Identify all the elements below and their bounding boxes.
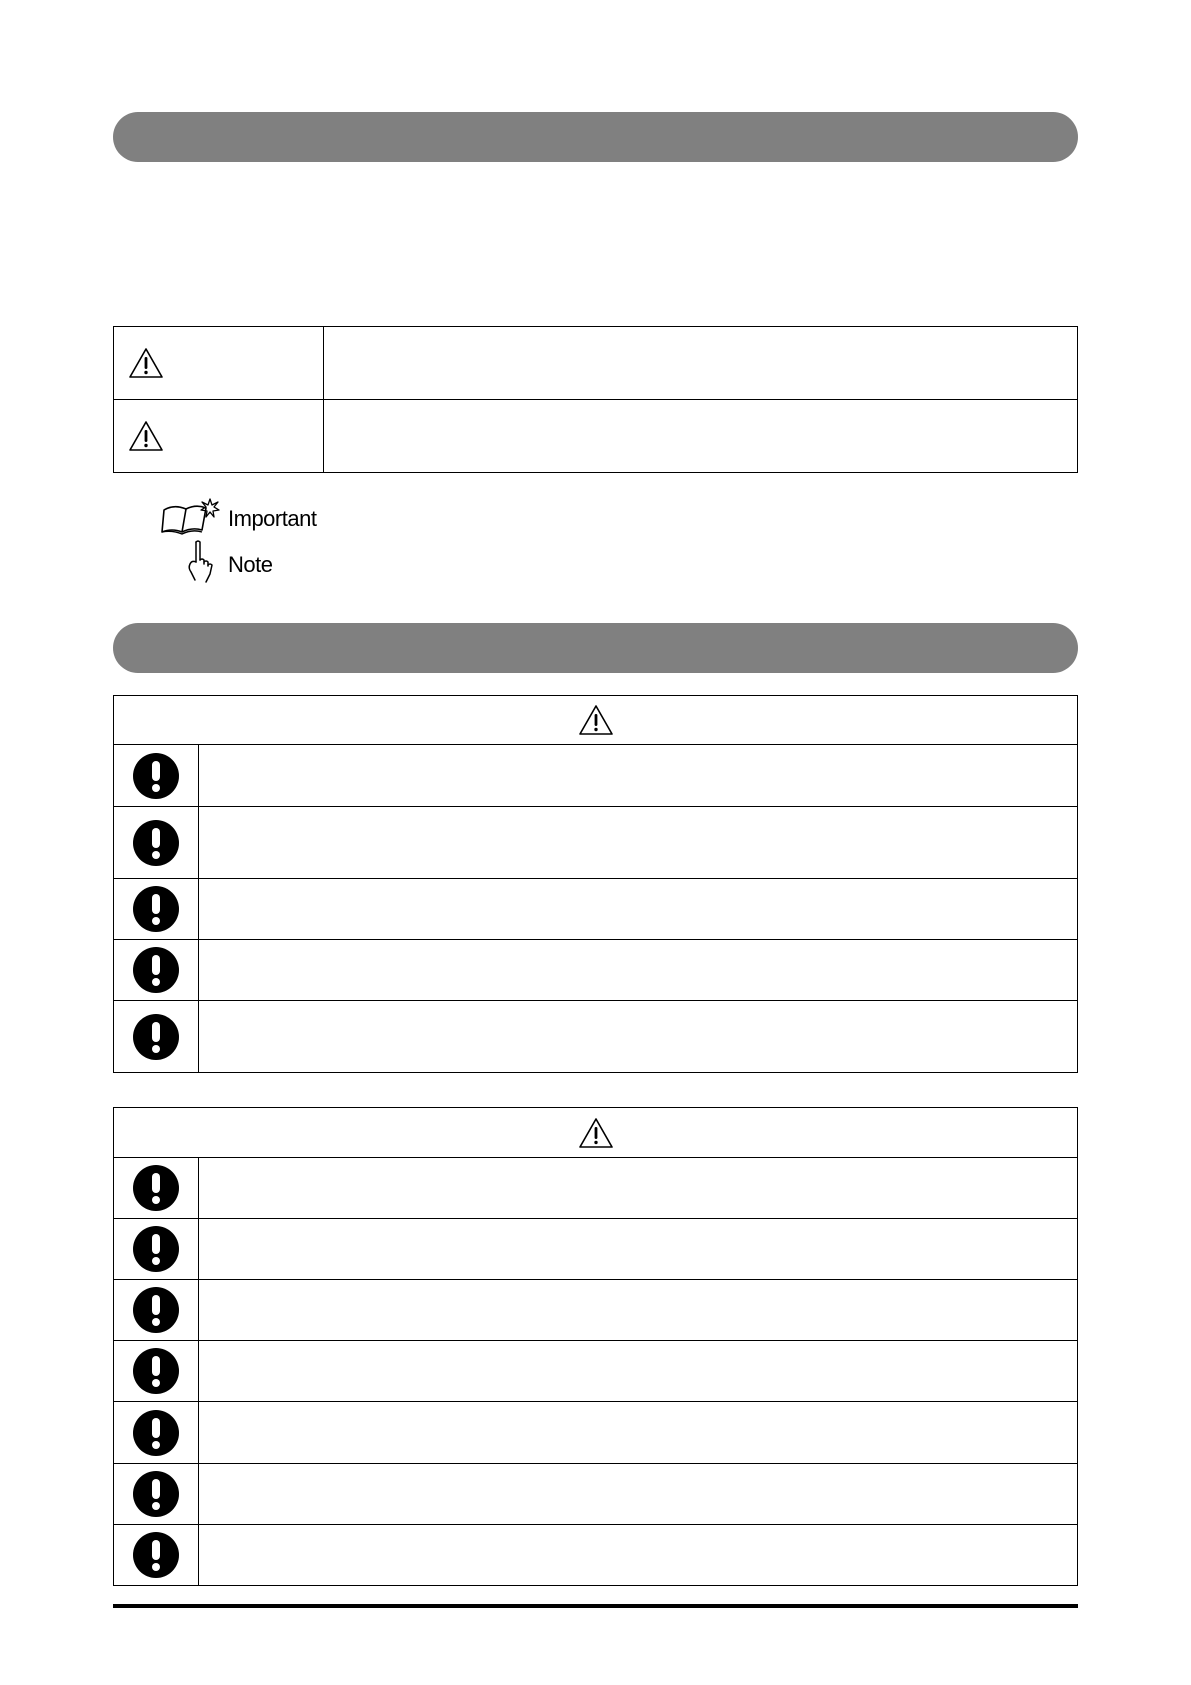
section-header-bar	[113, 623, 1078, 673]
warning-row-text	[199, 1341, 1078, 1402]
warning-row-text	[199, 940, 1078, 1001]
legend-note	[160, 538, 316, 584]
warning-row	[114, 807, 1078, 879]
definition-description	[324, 400, 1078, 473]
warning-row-text	[199, 1280, 1078, 1341]
warning-table	[113, 1107, 1078, 1586]
pointing-hand-icon	[160, 540, 224, 584]
warning-row-text	[199, 1158, 1078, 1219]
mandatory-action-icon	[133, 947, 179, 993]
mandatory-action-icon	[133, 1532, 179, 1578]
warning-row-text	[199, 807, 1078, 879]
definition-row	[114, 400, 1078, 473]
bottom-rule	[113, 1604, 1078, 1608]
warning-triangle-icon	[128, 420, 164, 452]
warning-row-text	[199, 1219, 1078, 1280]
mandatory-action-icon	[133, 753, 179, 799]
warning-table	[113, 695, 1078, 1073]
section-header-bar	[113, 112, 1078, 162]
warning-row-text	[199, 879, 1078, 940]
mandatory-action-icon	[133, 1410, 179, 1456]
warning-table-header	[114, 1108, 1078, 1158]
warning-row	[114, 1158, 1078, 1219]
warning-row-text	[199, 1464, 1078, 1525]
legend-note-label: Note	[228, 552, 273, 577]
warning-row-text	[199, 1402, 1078, 1464]
warning-row	[114, 1219, 1078, 1280]
legend-important	[160, 492, 316, 538]
warning-row	[114, 745, 1078, 807]
mandatory-action-icon	[133, 1348, 179, 1394]
warning-triangle-icon	[578, 1117, 614, 1149]
warning-row-text	[199, 1001, 1078, 1073]
mandatory-action-icon	[133, 1287, 179, 1333]
mandatory-action-icon	[133, 1165, 179, 1211]
mandatory-action-icon	[133, 1471, 179, 1517]
warning-triangle-icon	[578, 704, 614, 736]
hazard-definitions-table	[113, 326, 1078, 473]
warning-row	[114, 1001, 1078, 1073]
definition-description	[324, 327, 1078, 400]
warning-row-text	[199, 745, 1078, 807]
warning-row	[114, 1280, 1078, 1341]
warning-row	[114, 879, 1078, 940]
warning-row	[114, 1402, 1078, 1464]
warning-row	[114, 1341, 1078, 1402]
warning-table-header	[114, 696, 1078, 745]
warning-row	[114, 940, 1078, 1001]
legend-important-label: Important	[228, 506, 317, 531]
mandatory-action-icon	[133, 1014, 179, 1060]
warning-row	[114, 1464, 1078, 1525]
warning-triangle-icon	[128, 347, 164, 379]
open-book-icon	[160, 496, 224, 538]
symbol-legend	[160, 492, 316, 584]
mandatory-action-icon	[133, 1226, 179, 1272]
warning-row-text	[199, 1525, 1078, 1586]
warning-row	[114, 1525, 1078, 1586]
definition-row	[114, 327, 1078, 400]
mandatory-action-icon	[133, 820, 179, 866]
mandatory-action-icon	[133, 886, 179, 932]
